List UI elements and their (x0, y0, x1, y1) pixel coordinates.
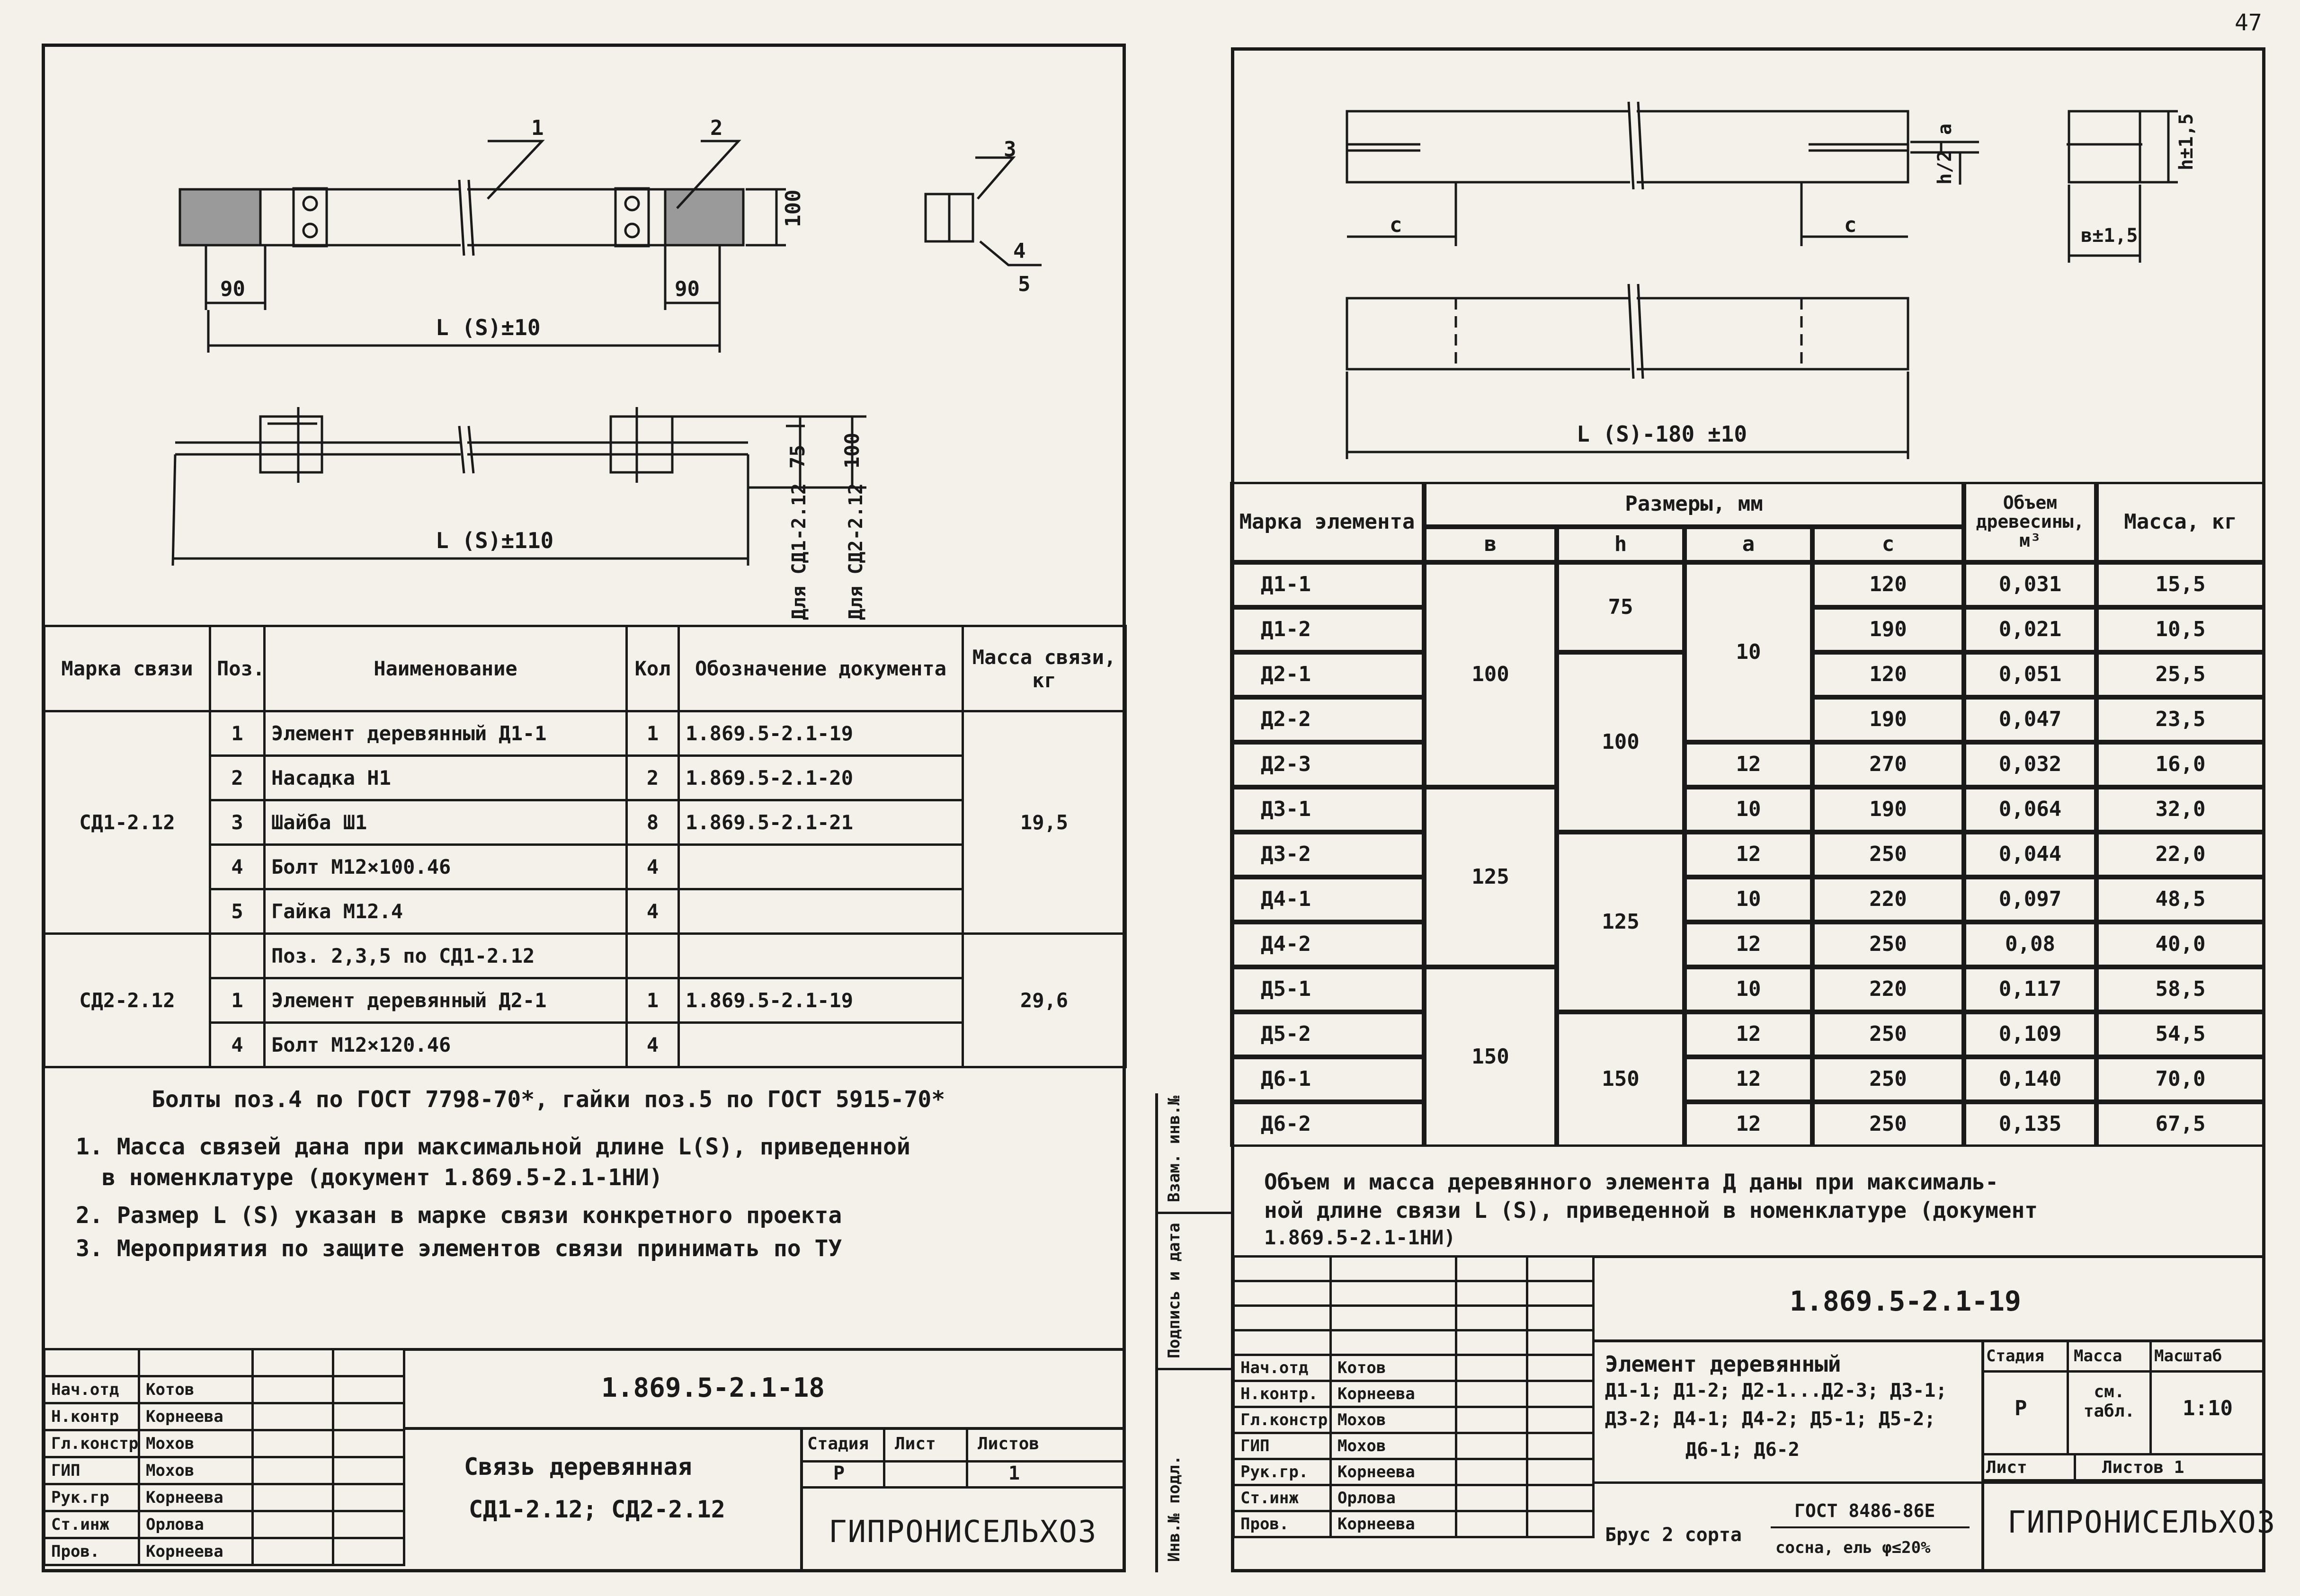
staff-role: Нач.отд (45, 1376, 139, 1403)
right-sheet-header: Лист (1986, 1458, 2027, 1477)
left-spec-table (43, 625, 1127, 1068)
volume-value: 0,032 (1964, 742, 2096, 787)
staff-role: Ст.инж (45, 1511, 139, 1538)
header-c: c (1812, 527, 1964, 562)
volume-value: 0,064 (1964, 787, 2096, 832)
qty-cell: 4 (627, 889, 679, 934)
element-mark: Д4-1 (1230, 877, 1424, 922)
right-stage: Р (2015, 1396, 2027, 1420)
dim-c-left: c (1390, 213, 1402, 237)
staff-role: ГИП (1234, 1433, 1331, 1459)
col-mass: Масса связи, кг (963, 626, 1126, 711)
mass-value: 16,0 (2096, 742, 2264, 787)
element-mark: Д2-1 (1230, 652, 1424, 697)
signature (1456, 1355, 1527, 1381)
col-name: Наименование (265, 626, 627, 711)
mass-cell: 29,6 (963, 934, 1126, 1067)
right-note-3: 1.869.5-2.1-1НИ) (1264, 1226, 1456, 1249)
header-b: в (1424, 527, 1557, 562)
right-mass-header: Масса (2074, 1347, 2122, 1365)
a-value: 12 (1685, 832, 1812, 877)
element-mark: Д3-2 (1230, 832, 1424, 877)
staff-role: Гл.констр (45, 1430, 139, 1457)
material-species: сосна, ель φ≤20% (1775, 1538, 1931, 1557)
signature (1456, 1485, 1527, 1511)
volume-value: 0,140 (1964, 1057, 2096, 1102)
element-mark: Д6-2 (1230, 1102, 1424, 1147)
callout-2: 2 (710, 116, 723, 140)
col-pos: Поз. (210, 626, 265, 711)
header-mass: Масса, кг (2096, 482, 2264, 562)
staff-role: ГИП (45, 1457, 139, 1484)
staff-name: Корнеева (139, 1538, 253, 1565)
c-value: 120 (1812, 652, 1964, 697)
mass-value: 25,5 (2096, 652, 2264, 697)
element-mark: Д6-1 (1230, 1057, 1424, 1102)
dim-75: 75 (786, 444, 809, 469)
right-dimension-table (1231, 483, 2265, 1150)
left-stage: Р (833, 1463, 845, 1484)
qty-cell: 1 (627, 978, 679, 1023)
signature (253, 1403, 333, 1430)
staff-role: Н.контр (45, 1403, 139, 1430)
volume-value: 0,117 (1964, 967, 2096, 1012)
pos-cell: 5 (210, 889, 265, 934)
mass-value: 48,5 (2096, 877, 2264, 922)
material-gost: ГОСТ 8486-86Е (1794, 1500, 1935, 1521)
left-stage-header: Стадия (807, 1434, 869, 1454)
volume-value: 0,051 (1964, 652, 2096, 697)
c-value: 120 (1812, 562, 1964, 607)
doc-cell: 1.869.5-2.1-19 (679, 711, 963, 756)
doc-cell: 1.869.5-2.1-21 (679, 800, 963, 845)
staff-name: Корнеева (1331, 1511, 1456, 1537)
signature (1456, 1511, 1527, 1537)
page-corner-number: 47 (2235, 9, 2262, 36)
name-cell: Болт М12×100.46 (265, 845, 627, 889)
header-volume: Объем древесины, м³ (1964, 482, 2096, 562)
right-title-4: Д6-1; Д6-2 (1685, 1439, 1800, 1461)
volume-value: 0,047 (1964, 697, 2096, 742)
staff-role: Рук.гр. (1234, 1459, 1331, 1485)
c-value: 190 (1812, 697, 1964, 742)
left-title-1: Связь деревянная (464, 1453, 692, 1481)
stamp-signature-date: Подпись и дата (1165, 1223, 1184, 1358)
staff-role: Гл.констр (1234, 1407, 1331, 1433)
header-mark: Марка элемента (1230, 482, 1424, 562)
left-org: ГИПРОНИСЕЛЬХОЗ (829, 1515, 1097, 1550)
right-title-3: Д3-2; Д4-1; Д4-2; Д5-1; Д5-2; (1605, 1408, 1936, 1430)
dim-b: в±1,5 (2081, 225, 2138, 247)
name-cell: Поз. 2,3,5 по СД1-2.12 (265, 934, 627, 978)
staff-role: Пров. (45, 1538, 139, 1565)
mass-value: 54,5 (2096, 1012, 2264, 1057)
mass-value: 15,5 (2096, 562, 2264, 607)
signature (1456, 1433, 1527, 1459)
staff-name: Мохов (1331, 1433, 1456, 1459)
signature (1456, 1459, 1527, 1485)
staff-name: Корнеева (1331, 1459, 1456, 1485)
h-value: 125 (1557, 832, 1685, 1012)
dim-h2: h/2 (1934, 150, 1956, 185)
staff-name: Корнеева (1331, 1381, 1456, 1407)
mass-value: 32,0 (2096, 787, 2264, 832)
mass-value: 67,5 (2096, 1102, 2264, 1147)
qty-cell: 2 (627, 756, 679, 800)
right-staff-table (1232, 1255, 1595, 1538)
dim-L-side: L (S)±110 (436, 528, 554, 553)
note-1a: 1. Масса связей дана при максимальной длине L(S), приведенной (76, 1134, 910, 1160)
qty-cell: 1 (627, 711, 679, 756)
header-a: a (1685, 527, 1812, 562)
right-sheets-header: Листов 1 (2102, 1458, 2184, 1477)
left-doc-code: 1.869.5-2.1-18 (601, 1373, 825, 1403)
staff-name: Орлова (139, 1511, 253, 1538)
c-value: 250 (1812, 1102, 1964, 1147)
element-mark: Д2-3 (1230, 742, 1424, 787)
doc-cell: 1.869.5-2.1-19 (679, 978, 963, 1023)
right-scale-header: Масштаб (2154, 1347, 2222, 1365)
name-cell: Насадка Н1 (265, 756, 627, 800)
callout-1: 1 (531, 116, 544, 140)
a-value: 10 (1685, 787, 1812, 832)
dim-L-plan: L (S)±10 (436, 315, 541, 340)
volume-value: 0,109 (1964, 1012, 2096, 1057)
right-note-2: ной длине связи L (S), приведенной в номенклатуре (документ (1264, 1197, 2038, 1223)
table-header-row (45, 626, 1126, 711)
a-value: 12 (1685, 742, 1812, 787)
signature (253, 1511, 333, 1538)
callout-3: 3 (1004, 137, 1016, 161)
staff-name: Корнеева (139, 1484, 253, 1511)
right-mass: см. табл. (2083, 1382, 2135, 1421)
c-value: 220 (1812, 967, 1964, 1012)
element-mark: Д2-2 (1230, 697, 1424, 742)
qty-cell: 4 (627, 845, 679, 889)
stamp-replaced-inv: Взам. инв.№ (1165, 1095, 1184, 1202)
qty-cell (627, 934, 679, 978)
table-row (45, 711, 1126, 756)
dim-c-right: c (1844, 213, 1857, 237)
c-value: 250 (1812, 832, 1964, 877)
c-value: 220 (1812, 877, 1964, 922)
stamp-original-inv: Инв.№ подл. (1165, 1455, 1184, 1562)
right-title-2: Д1-1; Д1-2; Д2-1...Д2-3; Д3-1; (1605, 1380, 1947, 1401)
header-sizes: Размеры, мм (1424, 482, 1964, 527)
right-org: ГИПРОНИСЕЛЬХОЗ (2007, 1505, 2276, 1540)
pos-cell (210, 934, 265, 978)
a-value: 10 (1685, 877, 1812, 922)
qty-cell: 4 (627, 1023, 679, 1067)
dim-100-side: 100 (840, 433, 864, 469)
signature (253, 1376, 333, 1403)
signature (253, 1457, 333, 1484)
material-label: Брус 2 сорта (1605, 1524, 1742, 1546)
signature (253, 1484, 333, 1511)
volume-value: 0,097 (1964, 877, 2096, 922)
mark-cell: СД2-2.12 (45, 934, 210, 1067)
dim-100-plan: 100 (781, 189, 805, 227)
left-sheet-header: Лист (895, 1434, 936, 1454)
pos-cell: 1 (210, 711, 265, 756)
volume-value: 0,031 (1964, 562, 2096, 607)
element-mark: Д1-2 (1230, 607, 1424, 652)
note-2: 2. Размер L (S) указан в марке связи конкретного проекта (76, 1202, 842, 1229)
mass-value: 22,0 (2096, 832, 2264, 877)
element-mark: Д5-1 (1230, 967, 1424, 1012)
dim-L: L (S)-180 ±10 (1577, 421, 1747, 447)
note-1b: в номенклатуре (документ 1.869.5-2.1-1НИ) (102, 1164, 663, 1191)
signature (1456, 1407, 1527, 1433)
c-value: 270 (1812, 742, 1964, 787)
volume-value: 0,08 (1964, 922, 2096, 967)
left-staff-table (43, 1348, 405, 1566)
volume-value: 0,021 (1964, 607, 2096, 652)
b-value: 125 (1424, 787, 1557, 967)
pos-cell: 4 (210, 1023, 265, 1067)
col-doc: Обозначение документа (679, 626, 963, 711)
table-row (45, 934, 1126, 978)
right-stage-header: Стадия (1986, 1347, 2044, 1365)
doc-cell: 1.869.5-2.1-20 (679, 756, 963, 800)
qty-cell: 8 (627, 800, 679, 845)
staff-name: Котов (1331, 1355, 1456, 1381)
staff-role: Нач.отд (1234, 1355, 1331, 1381)
staff-name: Котов (139, 1376, 253, 1403)
mass-value: 23,5 (2096, 697, 2264, 742)
staff-name: Мохов (1331, 1407, 1456, 1433)
element-mark: Д5-2 (1230, 1012, 1424, 1057)
staff-name: Мохов (139, 1457, 253, 1484)
name-cell: Шайба Ш1 (265, 800, 627, 845)
a-value: 12 (1685, 1057, 1812, 1102)
pos-cell: 2 (210, 756, 265, 800)
dim-90-right: 90 (675, 277, 700, 301)
col-qty: Кол (627, 626, 679, 711)
dim-90-left: 90 (220, 277, 245, 301)
pos-cell: 1 (210, 978, 265, 1023)
left-sheets: 1 (1008, 1463, 1020, 1484)
a-value: 10 (1685, 967, 1812, 1012)
a-value: 12 (1685, 922, 1812, 967)
b-value: 100 (1424, 562, 1557, 787)
right-scale: 1:10 (2183, 1396, 2233, 1420)
mass-cell: 19,5 (963, 711, 1126, 934)
c-value: 250 (1812, 1012, 1964, 1057)
mark-cell: СД1-2.12 (45, 711, 210, 934)
pos-cell: 3 (210, 800, 265, 845)
doc-cell (679, 889, 963, 934)
right-doc-code: 1.869.5-2.1-19 (1790, 1285, 2021, 1317)
name-cell: Болт М12×120.46 (265, 1023, 627, 1067)
right-note-1: Объем и масса деревянного элемента Д даны при максималь- (1264, 1169, 1998, 1195)
h-value: 150 (1557, 1012, 1685, 1147)
c-value: 250 (1812, 1057, 1964, 1102)
staff-role: Рук.гр (45, 1484, 139, 1511)
a-value: 12 (1685, 1012, 1812, 1057)
callout-4: 4 (1013, 239, 1026, 263)
a-value: 10 (1685, 562, 1812, 742)
right-title-1: Элемент деревянный (1605, 1351, 1841, 1377)
callout-5: 5 (1018, 272, 1031, 296)
label-sd2: Для СД2-2.12 (845, 483, 867, 620)
dim-h: h±1,5 (2175, 113, 2197, 170)
col-mark: Марка связи (45, 626, 210, 711)
a-value: 12 (1685, 1102, 1812, 1147)
volume-value: 0,135 (1964, 1102, 2096, 1147)
staff-role: Пров. (1234, 1511, 1331, 1537)
staff-name: Корнеева (139, 1403, 253, 1430)
name-cell: Элемент деревянный Д1-1 (265, 711, 627, 756)
staff-role: Н.контр. (1234, 1381, 1331, 1407)
b-value: 150 (1424, 967, 1557, 1147)
doc-cell (679, 845, 963, 889)
left-sheets-header: Листов (978, 1434, 1040, 1454)
header-h: h (1557, 527, 1685, 562)
c-value: 190 (1812, 787, 1964, 832)
doc-cell (679, 934, 963, 978)
note-bolts: Болты поз.4 по ГОСТ 7798-70*, гайки поз.5 по ГОСТ 5915-70* (152, 1086, 945, 1113)
h-value: 100 (1557, 652, 1685, 832)
h-value: 75 (1557, 562, 1685, 652)
name-cell: Элемент деревянный Д2-1 (265, 978, 627, 1023)
mass-value: 40,0 (2096, 922, 2264, 967)
staff-role: Ст.инж (1234, 1485, 1331, 1511)
mass-value: 10,5 (2096, 607, 2264, 652)
element-mark: Д3-1 (1230, 787, 1424, 832)
staff-name: Орлова (1331, 1485, 1456, 1511)
volume-value: 0,044 (1964, 832, 2096, 877)
staff-name: Мохов (139, 1430, 253, 1457)
element-mark: Д1-1 (1230, 562, 1424, 607)
label-sd1: Для СД1-2.12 (788, 483, 810, 620)
mass-value: 58,5 (2096, 967, 2264, 1012)
signature (253, 1538, 333, 1565)
pos-cell: 4 (210, 845, 265, 889)
note-3: 3. Мероприятия по защите элементов связи принимать по ТУ (76, 1235, 842, 1262)
dim-a: a (1934, 123, 1956, 135)
mass-value: 70,0 (2096, 1057, 2264, 1102)
left-title-2: СД1-2.12; СД2-2.12 (469, 1496, 725, 1523)
c-value: 250 (1812, 922, 1964, 967)
element-mark: Д4-2 (1230, 922, 1424, 967)
signature (253, 1430, 333, 1457)
c-value: 190 (1812, 607, 1964, 652)
doc-cell (679, 1023, 963, 1067)
name-cell: Гайка М12.4 (265, 889, 627, 934)
signature (1456, 1381, 1527, 1407)
